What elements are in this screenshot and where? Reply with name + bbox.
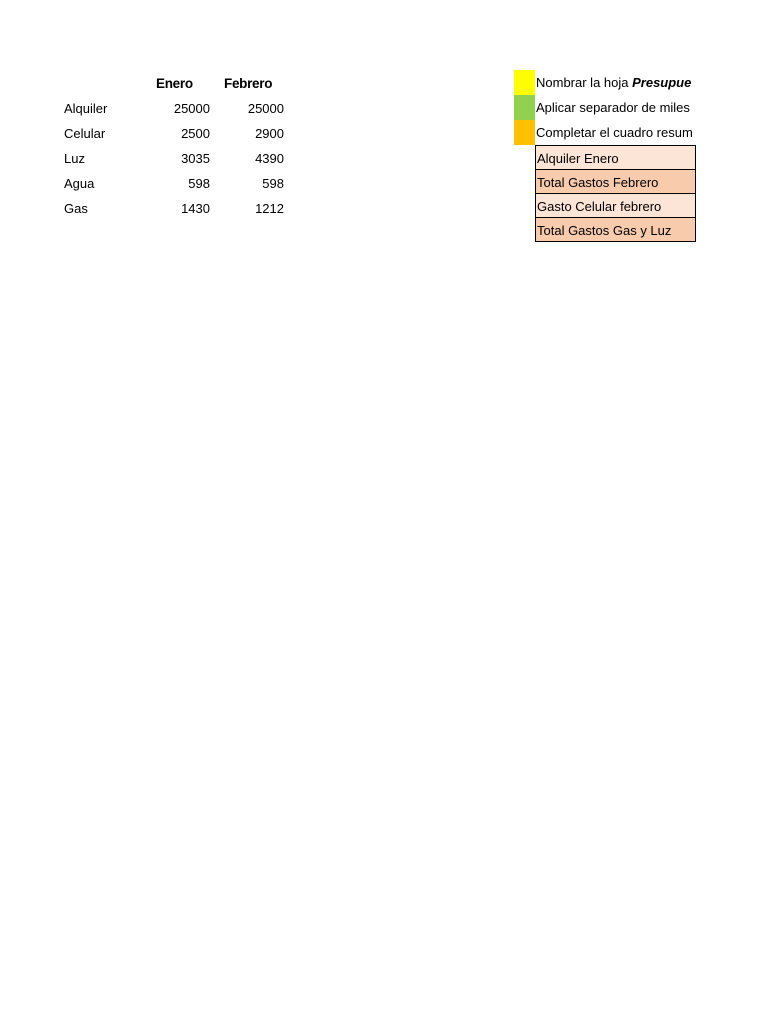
instruction-text[interactable]: Aplicar separador de miles [536,100,690,115]
cell-enero[interactable]: 598 [188,176,210,191]
table-row [62,97,292,122]
summary-label: Alquiler Enero [537,151,619,166]
instruction-item [514,120,768,145]
instruction-item [514,95,768,120]
column-header-febrero[interactable]: Febrero [224,76,273,91]
table-row [62,147,292,172]
summary-box [535,145,696,242]
row-label[interactable]: Luz [64,151,85,166]
summary-label: Total Gastos Febrero [537,175,659,190]
row-label[interactable]: Alquiler [64,101,108,116]
summary-row[interactable] [535,194,696,218]
cell-febrero[interactable]: 2900 [255,126,284,141]
summary-row[interactable] [535,145,696,170]
summary-label: Total Gastos Gas y Luz [537,223,672,238]
instruction-text[interactable]: Completar el cuadro resum [536,125,693,140]
row-label[interactable]: Agua [64,176,95,191]
instructions-panel [514,70,768,145]
cell-febrero[interactable]: 4390 [255,151,284,166]
color-swatch-yellow[interactable] [514,70,535,95]
summary-label: Gasto Celular febrero [537,199,662,214]
cell-enero[interactable]: 25000 [173,101,210,116]
instruction-item [514,70,768,95]
summary-row[interactable] [535,218,696,242]
cell-enero[interactable]: 1430 [181,201,210,216]
table-row [62,197,292,222]
summary-row[interactable] [535,170,696,194]
table-row [62,172,292,197]
row-label[interactable]: Gas [64,201,88,216]
row-label[interactable]: Celular [64,126,106,141]
color-swatch-orange[interactable] [514,120,535,145]
instruction-text[interactable]: Nombrar la hoja Presupue [536,75,692,90]
color-swatch-green[interactable] [514,95,535,120]
column-header-enero[interactable]: Enero [156,76,193,91]
cell-enero[interactable]: 3035 [181,151,210,166]
cell-febrero[interactable]: 25000 [247,101,284,116]
cell-febrero[interactable]: 598 [262,176,284,191]
table-row [62,122,292,147]
header-row [62,72,292,97]
expense-table [62,72,292,222]
cell-febrero[interactable]: 1212 [255,201,284,216]
cell-enero[interactable]: 2500 [181,126,210,141]
instruction-emphasis: Presupue [632,75,692,90]
